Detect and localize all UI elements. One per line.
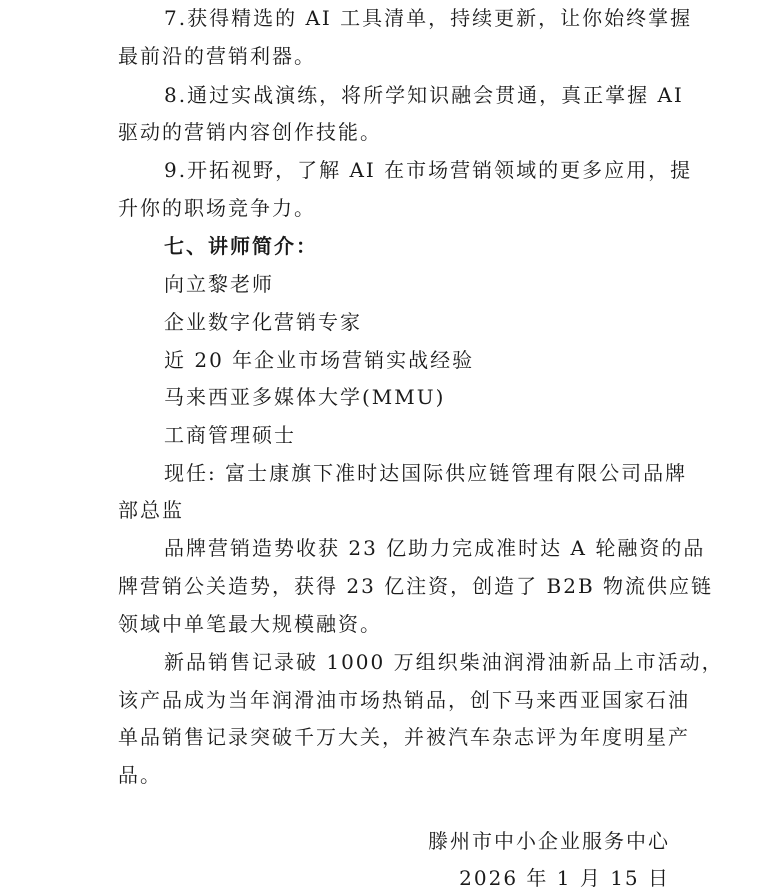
achievement-2-line-3: 单品销售记录突破千万大关，并被汽车杂志评为年度明星产 xyxy=(118,725,690,749)
item-9-line-1: 9.开拓视野，了解 AI 在市场营销领域的更多应用，提 xyxy=(164,158,693,182)
instructor-name: 向立黎老师 xyxy=(164,272,274,296)
footer-date: 2026 年 1 月 15 日 xyxy=(459,866,670,890)
achievement-2-line-1: 新品销售记录破 1000 万组织柴油润滑油新品上市活动， xyxy=(164,650,724,674)
achievement-1-line-3: 领域中单笔最大规模融资。 xyxy=(118,612,382,636)
achievement-2-line-4: 品。 xyxy=(118,763,162,787)
instructor-title: 企业数字化营销专家 xyxy=(164,310,362,334)
instructor-position-line-1: 现任: 富士康旗下准时达国际供应链管理有限公司品牌 xyxy=(164,461,688,485)
item-8-line-2: 驱动的营销内容创作技能。 xyxy=(118,120,382,144)
achievement-2-line-2: 该产品成为当年润滑油市场热销品，创下马来西亚国家石油 xyxy=(118,688,690,712)
instructor-position-line-2: 部总监 xyxy=(118,498,184,522)
section-heading-instructor: 七、讲师简介： xyxy=(164,234,318,258)
item-7-line-1: 7.获得精选的 AI 工具清单，持续更新，让你始终掌握 xyxy=(164,6,693,30)
item-9-line-2: 升你的职场竞争力。 xyxy=(118,196,316,220)
achievement-1-line-1: 品牌营销造势收获 23 亿助力完成准时达 A 轮融资的品 xyxy=(164,536,706,560)
item-7-line-2: 最前沿的营销利器。 xyxy=(118,44,316,68)
achievement-1-line-2: 牌营销公关造势，获得 23 亿注资，创造了 B2B 物流供应链 xyxy=(118,574,713,598)
item-8-line-1: 8.通过实战演练，将所学知识融会贯通，真正掌握 AI xyxy=(164,83,684,107)
footer-organization: 滕州市中小企业服务中心 xyxy=(428,829,670,853)
instructor-school: 马来西亚多媒体大学(MMU) xyxy=(164,385,446,409)
instructor-degree: 工商管理硕士 xyxy=(164,423,296,447)
instructor-experience: 近 20 年企业市场营销实战经验 xyxy=(164,348,475,372)
